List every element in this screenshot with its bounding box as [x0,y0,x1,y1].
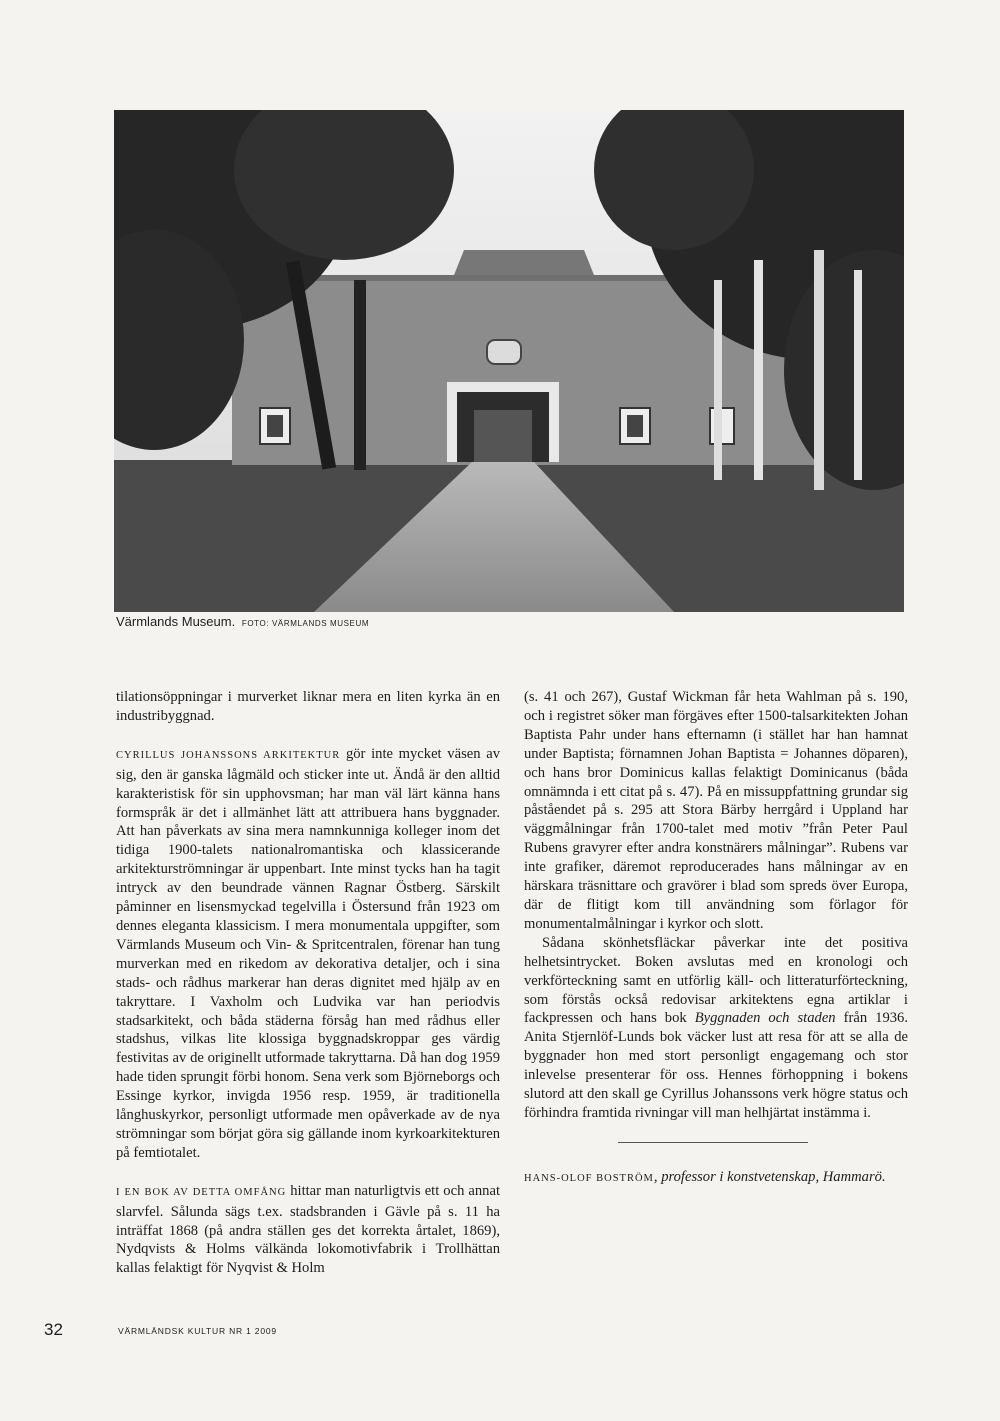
book-title: Byggnaden och staden [694,1010,836,1027]
paragraph: CYRILLUS JOHANSSONS ARKITEKTUR gör inte mycket väsen av sig, den är ganska lågmäld och sticker inte ut. Ändå är den alltid karakteristisk för sin upphovsman; har man väl lärt känna hans formspråk är det i allmänhet lätt att attribuera hans byggnader. Att han påverkats av sina mera namnkunniga kolleger inom det tidiga 1900-talets nationalromantiska och klassicerande arkitekturströmningar är uppenbart. Inte minst tycks han ha tagit intryck av den beundrade vännen Ragnar Östberg. Särskilt påminner en lisensmyckad tegelvilla i Östersund från 1923 om dennes eleganta klassicism. I mera monumentala uppgifter, som Värmlands Museum och Vin- & Spritcentralen, förenar han tung murverkan med en rikedom av dekorativa detaljer, och i sina stads- och rådhus markerar han deras dignitet med hjälp av en takryttare. I Vaxholm och Ludvika var han periodvis stadsarkitekt, och båda städerna försåg han med rådhus eller stadshus, vilkas lite klossiga byggnadskroppar ges värdig festivitas av de originellt utformade takryttarna. Då han dog 1959 hade tiden sprungit förbi honom. Sena verk som Björneborgs och Essinge kyrkor, invigda 1956 resp. 1959, är traditionella långhuskyrkor, personligt utformade men opåverkade av de nya strömningar som börjat göra sig gällande inom kyrkoarkitekturen på femtiotalet. [116,745,500,1161]
caption-credit: FOTO: VÄRMLANDS MUSEUM [241,619,370,628]
section-lead: CYRILLUS JOHANSSONS ARKITEKTUR [116,749,341,761]
photo-caption [116,614,816,629]
section-lead: I EN BOK AV DETTA OMFÅNG [116,1186,287,1198]
page-number: 32 [44,1320,63,1339]
museum-photo-image [114,110,904,612]
article-column-left [116,688,500,1278]
page-footer [44,1320,644,1344]
signature [524,1168,908,1189]
paragraph: I EN BOK AV DETTA OMFÅNG hittar man naturligtvis ett och annat slarvfel. Sålunda sägs t.ex. stadsbranden i Gävle på s. 11 ha inträffat 1868 (på andra ställen ges det korrekta årtalet, 1869), Nydqvists & Holms välkända lokomotivfabrik i Trollhättan kallas felaktigt för Nyqvist & Holm [116,1182,500,1277]
paragraph: Sådana skönhetsfläckar påverkar inte det positiva helhetsintrycket. Boken avslutas med en kronologi och verkförteckning samt en utförlig käll- och litteraturförteckning, som förstås också redovisar arkitektens egna artiklar i fackpressen och hans bok Byggnaden och staden från 1936. Anita Stjernlöf-Lunds bok väcker lust att resa för att se alla de byggnader hon med stort personligt engagemang och stor inlevelse presenterar för oss. Hennes förhoppning i bokens slutord att den skall ge Cyrillus Johanssons verk högre status och förhindra framtida rivningar vill man helhjärtat instämma i. [524,934,908,1121]
divider [618,1142,808,1143]
caption-title: Värmlands Museum. [116,614,236,629]
journal-name: VÄRMLÄNDSK KULTUR NR 1 2009 [118,1326,277,1336]
author-title: , professor i konstvetenskap, Hammarö. [653,1168,886,1185]
article-column-right [524,688,908,1189]
museum-photo [114,110,904,612]
paragraph: tilationsöppningar i murverket liknar mera en liten kyrka än en industribyggnad. [116,689,500,724]
paragraph: (s. 41 och 267), Gustaf Wickman får heta Wahlman på s. 190, och i registret söker man förgäves efter 1500-talsarkitekten Johan Baptista Pahr under hans efternamn (i stället har han hamnat under Baptista; förnamnen Johan Baptista = Johannes döparen), och hans bror Dominicus kallas felaktigt Dominicanus (båda omnämnda i ett citat på s. 47). På en missuppfattning grundar sig påståendet på s. 295 att Stora Bärby herrgård i Uppland har väggmålningar från 1700-talet med motiv ”från Peter Paul Rubens gravyrer efter andra konstnärers målningar”. Rubens var inte grafiker, däremot reproducerades hans målningar av en härskara träsnittare och gravörer i blad som spreds över Europa, där de flitigt kom till användning som förlagor för monumentalmålningar i kyrkor och slott. [524,689,908,932]
author-name: HANS-OLOF BOSTRÖM [524,1172,654,1184]
